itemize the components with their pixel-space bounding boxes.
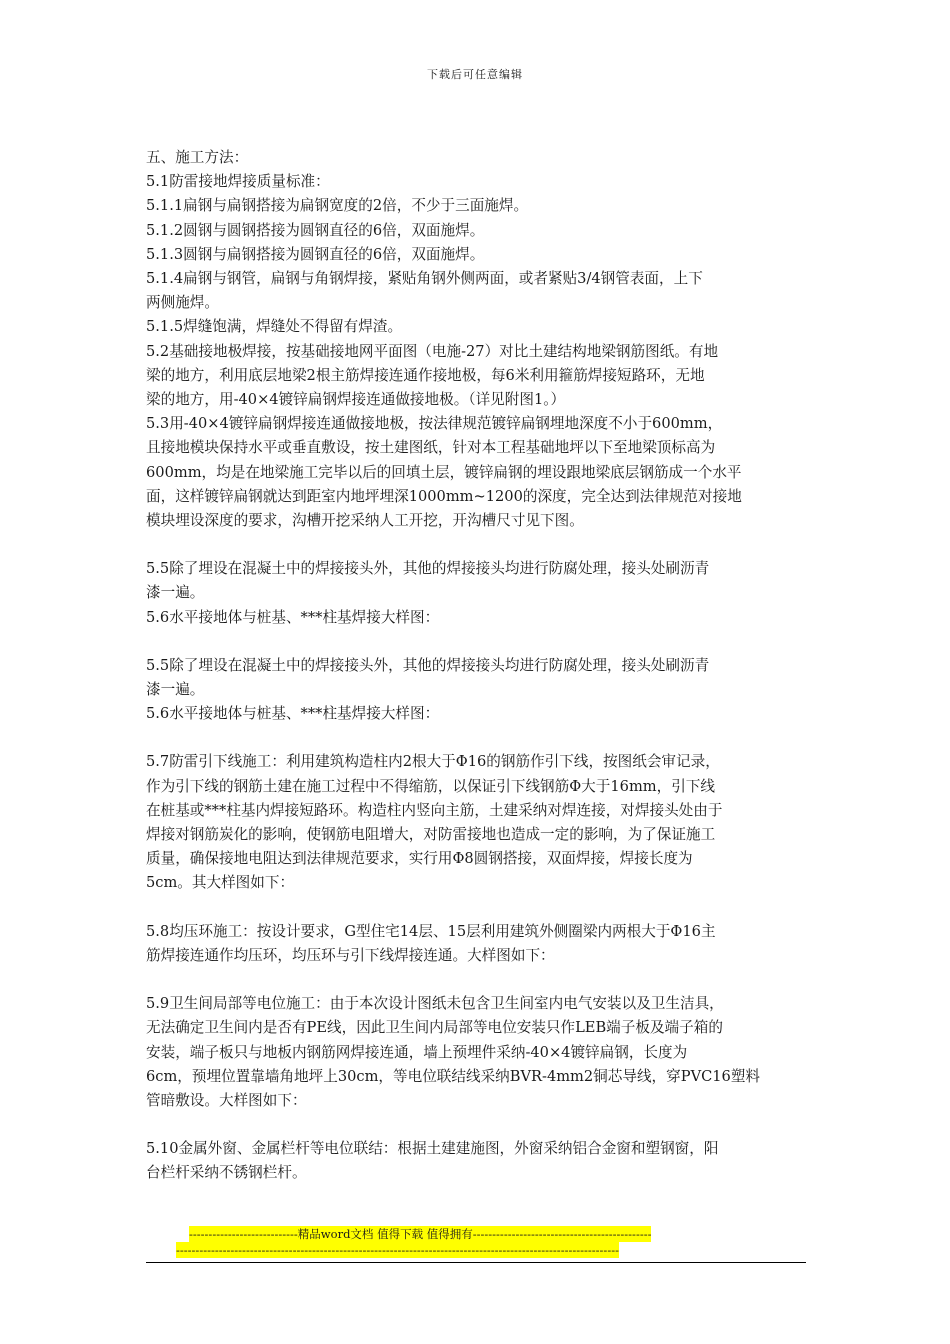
body-line: 5.1.5焊缝饱满，焊缝处不得留有焊渣。	[146, 318, 403, 336]
blank-line	[146, 533, 810, 557]
body-line: 模块埋设深度的要求，沟槽开挖采纳人工开挖，开沟槽尺寸见下图。	[146, 512, 584, 530]
body-line: 漆一遍。	[146, 681, 205, 699]
footer-banner-line-1: ----------------------------精品word文档 值得下载 值得拥有----------------------------------------------	[189, 1227, 652, 1241]
body-line: 梁的地方，利用底层地梁2根主筋焊接连通作接地极，每6米利用箍筋焊接短路环，无地	[146, 366, 705, 384]
body-line: 管暗敷设。大样图如下：	[146, 1091, 307, 1109]
body-line: 且接地模块保持水平或垂直敷设，按土建图纸，针对本工程基础地坪以下至地梁顶标高为	[146, 439, 716, 457]
body-line: 5.1.2圆钢与圆钢搭接为圆钢直径的6倍，双面施焊。	[146, 221, 485, 239]
footer-rule	[146, 1262, 806, 1263]
body-line: 5.5除了埋设在混凝土中的焊接接头外，其他的焊接接头均进行防腐处理，接头处刷沥青	[146, 656, 710, 674]
body-line: 五、施工方法：	[146, 149, 249, 166]
body-line: 台栏杆采纳不锈钢栏杆。	[146, 1164, 307, 1182]
body-line: 600mm，均是在地梁施工完毕以后的回填土层，镀锌扁钢的埋设跟地梁底层钢筋成一个水平	[146, 463, 742, 481]
body-line: 5.6水平接地体与桩基、***柱基焊接大样图：	[146, 705, 440, 723]
body-line: 5.1.1扁钢与扁钢搭接为扁钢宽度的2倍，不少于三面施焊。	[146, 197, 529, 215]
body-line: 5.3用-40×4镀锌扁钢焊接连通做接地极，按法律规范镀锌扁钢埋地深度不小于600mm，	[146, 415, 723, 433]
blank-line	[146, 726, 810, 750]
footer-banner	[176, 1226, 651, 1258]
blank-line	[146, 968, 810, 992]
body-line: 5cm。其大样图如下：	[146, 874, 295, 892]
body-line: 无法确定卫生间内是否有PE线，因此卫生间内局部等电位安装只作LEB端子板及端子箱的	[146, 1019, 723, 1037]
body-line: 焊接对钢筋炭化的影响，使钢筋电阻增大，对防雷接地也造成一定的影响，为了保证施工	[146, 826, 716, 844]
document-body	[146, 146, 810, 1186]
body-line: 5.1防雷接地焊接质量标准：	[146, 173, 330, 191]
footer-banner-line-2: ------------------------------------------------------------------------------------------------------------------	[176, 1243, 619, 1257]
body-line: 5.1.3圆钢与扁钢搭接为圆钢直径的6倍，双面施焊。	[146, 245, 485, 263]
blank-line	[146, 896, 810, 920]
body-line: 5.10金属外窗、金属栏杆等电位联结：根据土建建施图，外窗采纳铝合金窗和塑钢窗，阳	[146, 1140, 719, 1158]
page-header: 下载后可任意编辑	[427, 68, 523, 81]
body-line: 梁的地方，用-40×4镀锌扁钢焊接连通做接地极。（详见附图1。）	[146, 391, 566, 409]
body-line: 质量，确保接地电阻达到法律规范要求，实行用Φ8圆钢搭接，双面焊接，焊接长度为	[146, 850, 693, 868]
blank-line	[146, 630, 810, 654]
body-line: 5.6水平接地体与桩基、***柱基焊接大样图：	[146, 608, 440, 626]
blank-line	[146, 1113, 810, 1137]
body-line: 6cm，预埋位置靠墙角地坪上30cm，等电位联结线采纳BVR-4mm2铜芯导线，穿PVC16塑料	[146, 1067, 761, 1085]
body-line: 两侧施焊。	[146, 294, 219, 312]
body-line: 漆一遍。	[146, 584, 205, 602]
body-line: 5.9卫生间局部等电位施工：由于本次设计图纸未包含卫生间室内电气安装以及卫生洁具，	[146, 995, 724, 1013]
body-line: 作为引下线的钢筋土建在施工过程中不得缩筋，以保证引下线钢筋Φ大于16mm，引下线	[146, 777, 715, 795]
body-line: 安装，端子板只与地板内钢筋网焊接连通，墙上预埋件采纳-40×4镀锌扁钢，长度为	[146, 1043, 688, 1061]
body-line: 在桩基或***柱基内焊接短路环。构造柱内竖向主筋，土建采纳对焊连接，对焊接头处由于	[146, 801, 723, 819]
body-line: 筋焊接连通作均压环，均压环与引下线焊接连通。大样图如下：	[146, 946, 555, 964]
body-line: 5.8均压环施工：按设计要求，G型住宅14层、15层利用建筑外侧圈梁内两根大于Φ16主	[146, 922, 716, 940]
body-line: 5.1.4扁钢与钢管，扁钢与角钢焊接，紧贴角钢外侧两面，或者紧贴3/4钢管表面，上下	[146, 270, 703, 288]
body-line: 5.7防雷引下线施工：利用建筑构造柱内2根大于Φ16的钢筋作引下线，按图纸会审记录，	[146, 753, 720, 771]
body-line: 5.2基础接地极焊接，按基础接地网平面图（电施-27）对比土建结构地梁钢筋图纸。有地	[146, 342, 719, 360]
body-line: 面，这样镀锌扁钢就达到距室内地坪埋深1000mm~1200的深度，完全达到法律规范对接地	[146, 487, 742, 505]
body-line: 5.5除了埋设在混凝土中的焊接接头外，其他的焊接接头均进行防腐处理，接头处刷沥青	[146, 560, 710, 578]
